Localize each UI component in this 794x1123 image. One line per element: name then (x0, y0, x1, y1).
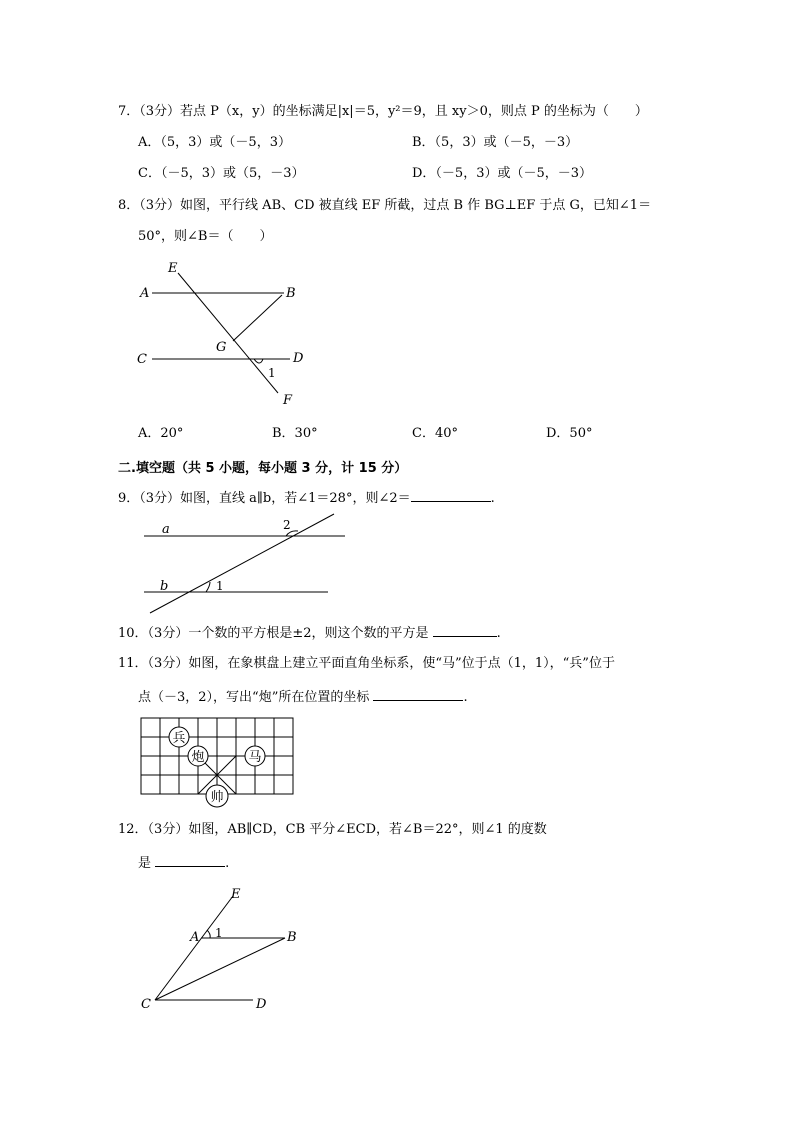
question-11-chessboard (135, 712, 301, 812)
question-12-stem-line2 (138, 854, 229, 872)
question-12-stem-line1: 12．（3分）如图，AB∥CD，CB 平分∠ECD，若∠B＝22°，则∠1 的度数 (118, 822, 547, 837)
piece-pao (188, 746, 208, 766)
question-11-end: . (463, 690, 468, 705)
label-b: B (286, 286, 296, 301)
question-10-answer-blank[interactable] (433, 624, 497, 637)
line-ef (178, 273, 278, 393)
label-g: G (216, 340, 227, 355)
question-11-stem-line2 (138, 688, 468, 706)
question-12-answer-blank[interactable] (155, 854, 225, 867)
label-b: b (160, 579, 169, 594)
transversal (150, 514, 334, 613)
question-8-option-b: B．30° (272, 426, 318, 441)
segment-bg (233, 295, 282, 341)
piece-ma (245, 746, 265, 766)
segment-cb (155, 938, 285, 1000)
piece-bing (169, 727, 189, 747)
label-angle-1: 1 (268, 366, 276, 380)
ray-ce (155, 896, 233, 1000)
label-c: C (137, 352, 147, 367)
question-9-stem (118, 489, 495, 507)
question-12-figure (135, 880, 310, 1020)
piece-ma-label: 马 (248, 750, 262, 765)
label-angle-1: 1 (216, 579, 224, 593)
piece-shuai-label: 帅 (210, 790, 224, 805)
question-8-option-a: A．20° (138, 426, 184, 441)
question-12-end: . (225, 856, 230, 871)
label-c: C (141, 997, 151, 1012)
question-8-stem-line2: 50°，则∠B＝（ ） (138, 229, 273, 244)
question-8-stem-line1: 8．（3分）如图，平行线 AB、CD 被直线 EF 所截，过点 B 作 BG⊥EF 于点 G，已知∠1＝ (118, 198, 652, 213)
question-8-figure (130, 255, 310, 410)
question-11-answer-blank[interactable] (373, 688, 463, 701)
label-angle-1: 1 (215, 926, 223, 940)
piece-bing-label: 兵 (172, 731, 186, 746)
question-9-figure (140, 510, 350, 615)
question-7-option-c: C．（－5，3）或（5，－3） (138, 166, 305, 181)
label-d: D (256, 997, 267, 1012)
piece-shuai (206, 785, 228, 807)
question-9-answer-blank[interactable] (411, 489, 491, 502)
question-10-end: . (496, 626, 501, 641)
question-7-option-b: B．（5，3）或（－5，－3） (412, 135, 579, 150)
label-e: E (231, 887, 241, 902)
label-angle-2: 2 (283, 518, 291, 532)
question-12-text: 是 (138, 856, 152, 871)
angle-1-arc (254, 359, 263, 363)
piece-pao-label: 炮 (191, 750, 205, 765)
label-f: F (283, 393, 293, 408)
question-7-option-d: D．（－5，3）或（－5，－3） (412, 166, 593, 181)
question-9-end: . (490, 491, 495, 506)
question-8-option-c: C．40° (412, 426, 458, 441)
label-a: a (162, 522, 170, 537)
question-7-option-a: A．（5，3）或（－5，3） (138, 135, 291, 150)
question-10-stem (118, 624, 501, 642)
question-11-text: 点（－3，2），写出“炮”所在位置的坐标 (138, 690, 370, 705)
question-8-option-d: D．50° (546, 426, 593, 441)
board-grid (141, 718, 293, 794)
section-2-title: 二.填空题（共 5 小题，每小题 3 分，计 15 分） (118, 461, 408, 476)
question-9-text: 9．（3分）如图，直线 a∥b，若∠1＝28°，则∠2＝ (118, 491, 411, 506)
label-e: E (168, 261, 178, 276)
label-d: D (293, 351, 304, 366)
label-b: B (287, 930, 297, 945)
angle-1-arc (206, 582, 210, 592)
angle-1-arc (207, 930, 210, 938)
question-7-stem: 7．（3分）若点 P（x，y）的坐标满足|x|＝5，y²＝9，且 xy＞0，则点 P 的坐标为（ ） (118, 104, 648, 119)
label-a: A (190, 930, 200, 945)
question-10-text: 10．（3分）一个数的平方根是±2，则这个数的平方是 (118, 626, 429, 641)
label-a: A (140, 286, 150, 301)
question-11-stem-line1: 11．（3分）如图，在象棋盘上建立平面直角坐标系，使“马”位于点（1，1），“兵”位于 (118, 656, 615, 671)
